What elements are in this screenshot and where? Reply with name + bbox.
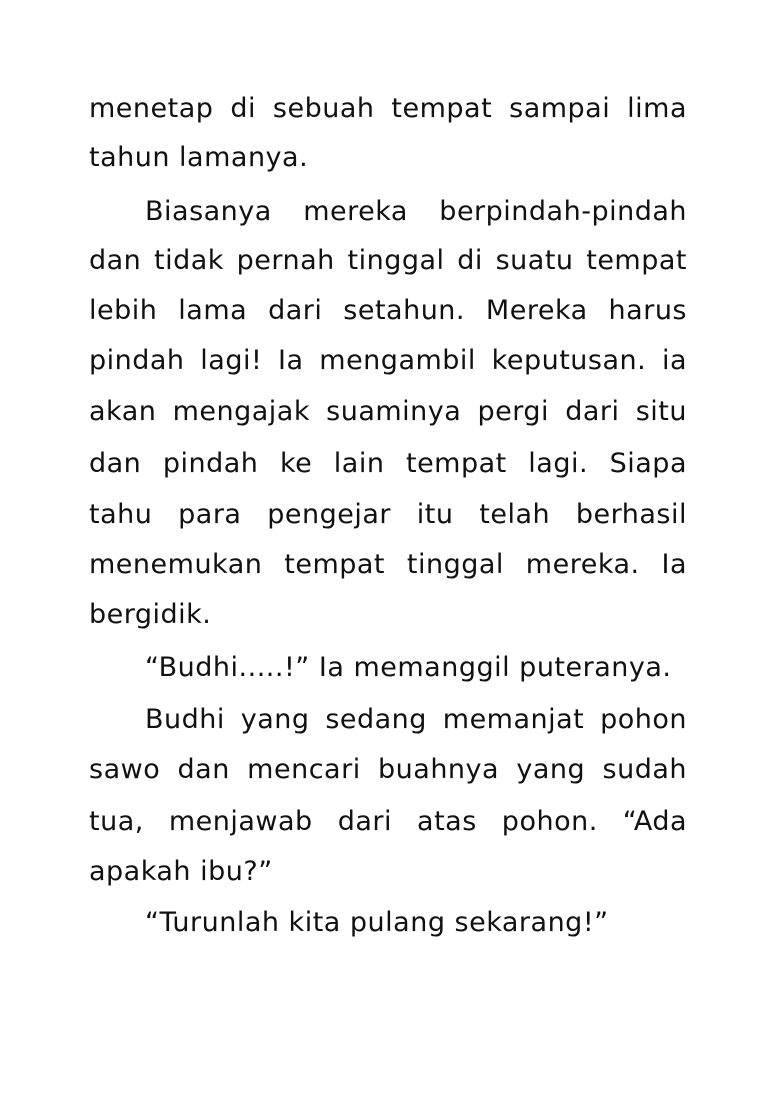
text-line-4: dan tidak pernah tinggal di suatu tempat — [89, 245, 687, 276]
text-line-10: menemukan tempat tinggal mereka. Ia — [89, 549, 687, 580]
text-line-14: sawo dan mencari buahnya yang sudah — [89, 754, 687, 785]
text-line-3: Biasanya mereka berpindah-pindah — [145, 196, 687, 227]
text-line-2: tahun lamanya. — [89, 142, 309, 173]
text-line-11: bergidik. — [89, 599, 212, 630]
text-line-5: lebih lama dari setahun. Mereka harus — [89, 295, 687, 326]
text-line-6: pindah lagi! Ia mengambil keputusan. ia — [89, 345, 687, 376]
text-line-8: dan pindah ke lain tempat lagi. Siapa — [89, 448, 687, 479]
text-line-1: menetap di sebuah tempat sampai lima — [89, 93, 687, 124]
text-line-15: tua, menjawab dari atas pohon. “Ada — [89, 806, 687, 837]
text-line-16: apakah ibu?” — [89, 856, 273, 887]
text-line-9: tahu para pengejar itu telah berhasil — [89, 499, 687, 530]
text-line-13: Budhi yang sedang memanjat pohon — [145, 704, 687, 735]
text-line-17: “Turunlah kita pulang sekarang!” — [145, 907, 609, 938]
text-line-7: akan mengajak suaminya pergi dari situ — [89, 396, 687, 427]
text-line-12: “Budhi.....!” Ia memanggil puteranya. — [145, 652, 672, 683]
